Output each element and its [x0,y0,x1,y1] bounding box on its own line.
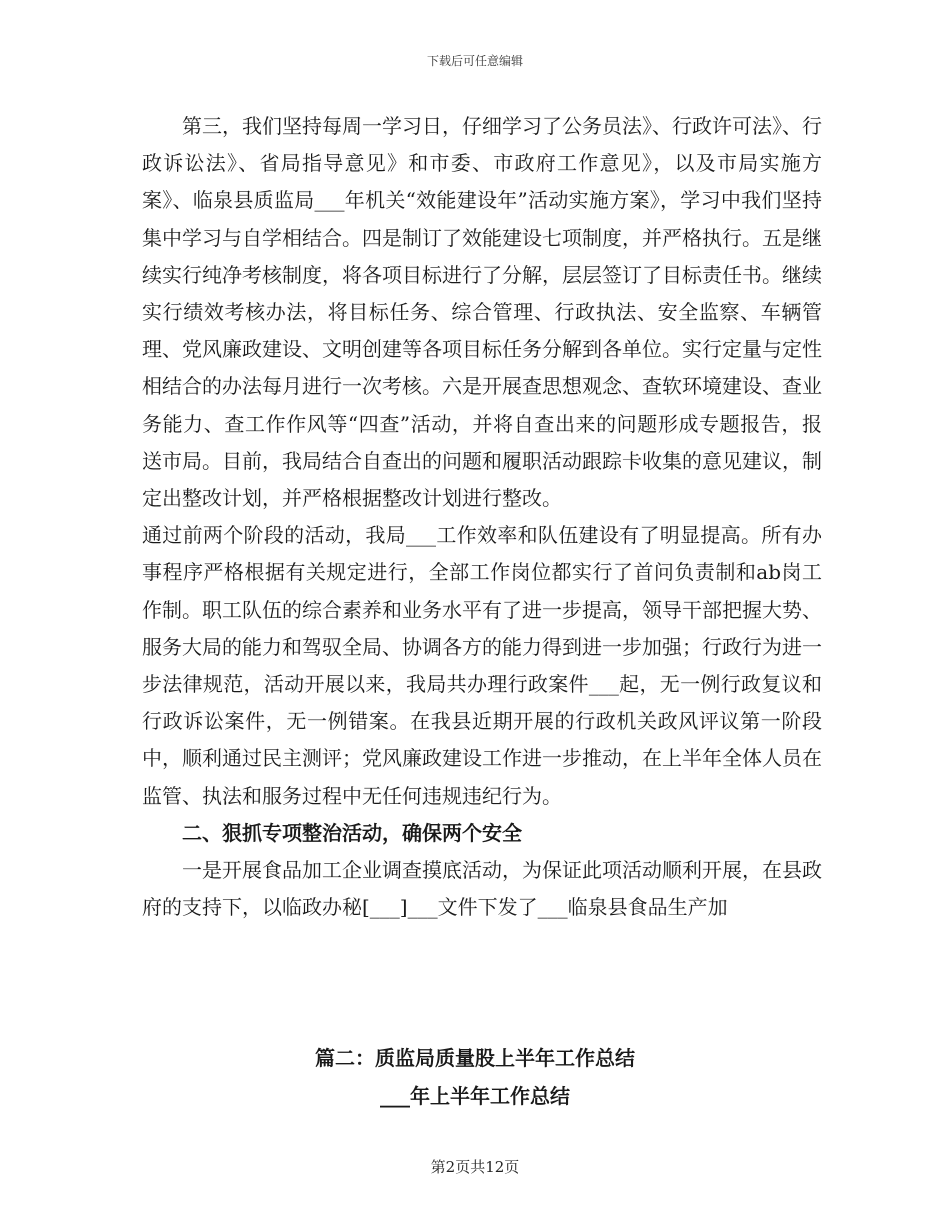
section-heading: 二、狠抓专项整治活动，确保两个安全 [182,820,522,845]
paragraph-1: 第三，我们坚持每周一学习日，仔细学习了公务员法》、行政许可法》、行政诉讼法》、省局指导意见》和市委、市政府工作意见》，以及市局实施方案》、临泉县质监局___年机关“效能建设年”活动实施方案》，学习中我们坚持集中学习与自学相结合。四是制订了效能建设七项制度，并严格执行。五是继续实行纯净考核制度，将各项目标进行了分解，层层签订了目标责任书。继续实行绩效考核办法，将目标任务、综合管理、行政执法、安全监察、车辆管理、党风廉政建设、文明创建等各项目标任务分解到各单位。实行定量与定性相结合的办法每月进行一次考核。六是开展查思想观念、查软环境建设、查业务能力、查工作作风等“四查”活动，并将自查出来的问题形成专题报告，报送市局。目前，我局结合自查出的问题和履职活动跟踪卡收集的意见建议，制定出整改计划，并严格根据整改计划进行整改。 [142,114,822,511]
document-subtitle: ___年上半年工作总结 [380,1084,570,1108]
paragraph-2: 通过前两个阶段的活动，我局___工作效率和队伍建设有了明显提高。所有办事程序严格根据有关规定进行，全部工作岗位都实行了首问负责制和ab岗工作制。职工队伍的综合素养和业务水平有了进一步提高，领导干部把握大势、服务大局的能力和驾驭全局、协调各方的能力得到进一步加强；行政行为进一步法律规范，活动开展以来，我局共办理行政案件___起，无一例行政复议和行政诉讼案件，无一例错案。在我县近期开展的行政机关政风评议第一阶段中，顺利通过民主测评；党风廉政建设工作进一步推动，在上半年全体人员在监管、执法和服务过程中无任何违规违纪行为。 [142,523,822,808]
document-title: 篇二：质监局质量股上半年工作总结 [315,1046,635,1070]
page-header: 下载后可任意编辑 [426,54,523,68]
paragraph-3: 一是开展食品加工企业调查摸底活动，为保证此项活动顺利开展，在县政府的支持下，以临政办秘[___]___文件下发了___临泉县食品生产加 [142,858,822,920]
page-footer: 第2页共12页 [430,1158,520,1176]
document-body [142,108,822,926]
